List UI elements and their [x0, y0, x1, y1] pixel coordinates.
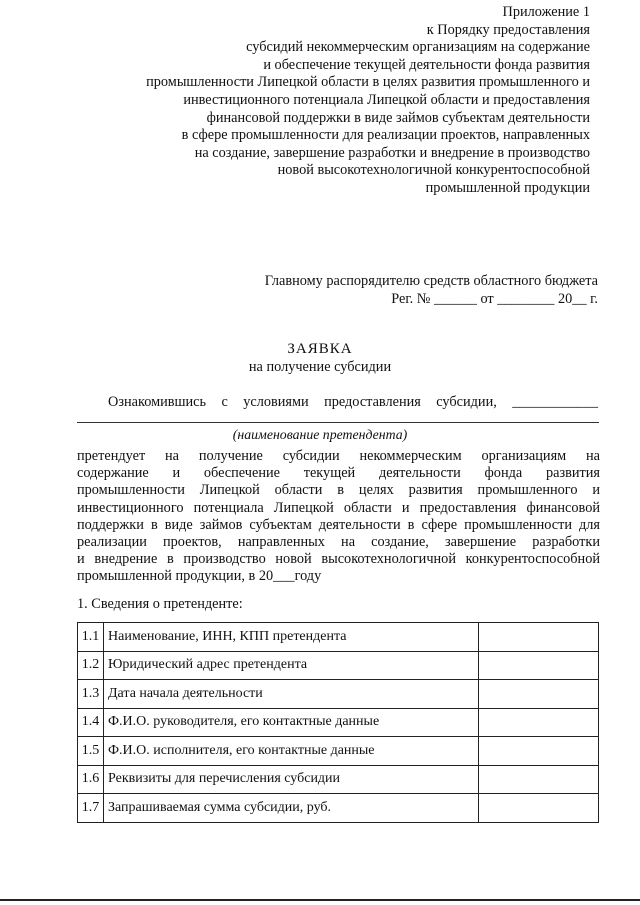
body-line: инвестиционного потенциала Липецкой области и предоставления финансовой [77, 499, 600, 516]
table-row [78, 765, 599, 794]
row-number: 1.1 [78, 623, 104, 652]
row-value-cell [479, 765, 599, 794]
table-row [78, 651, 599, 680]
header-line: субсидий некоммерческим организациям на содержание [246, 39, 590, 56]
intro-word: Ознакомившись [108, 394, 207, 410]
row-value-cell [479, 708, 599, 737]
table-row [78, 680, 599, 709]
header-line: промышленности Липецкой области в целях развития промышленного и [146, 74, 590, 91]
document-title: ЗАЯВКА [287, 341, 353, 357]
row-number: 1.2 [78, 651, 104, 680]
row-label: Наименование, ИНН, КПП претендента [104, 623, 479, 652]
body-line: реализации проектов, направленных на создание, завершение разработки [77, 533, 600, 550]
row-number: 1.5 [78, 737, 104, 766]
row-value-cell [479, 737, 599, 766]
row-number: 1.3 [78, 680, 104, 709]
body-line: претендует на получение субсидии некоммерческим организациям на [77, 448, 600, 464]
intro-line [108, 394, 598, 411]
applicant-info-table [77, 622, 599, 823]
table-row [78, 794, 599, 823]
row-value-cell [479, 794, 599, 823]
row-number: 1.6 [78, 765, 104, 794]
application-body [77, 448, 600, 586]
row-number: 1.4 [78, 708, 104, 737]
row-value-cell [479, 680, 599, 709]
registration-number: Рег. № ______ от ________ 20__ г. [391, 290, 598, 307]
row-label: Ф.И.О. исполнителя, его контактные данные [104, 737, 479, 766]
intro-word: условиями [243, 394, 309, 410]
table-row [78, 708, 599, 737]
row-label: Запрашиваемая сумма субсидии, руб. [104, 794, 479, 823]
table-row [78, 737, 599, 766]
applicant-name-blank: ____________ [512, 394, 598, 410]
header-line: инвестиционного потенциала Липецкой области и предоставления [183, 91, 590, 108]
row-label: Реквизиты для перечисления субсидии [104, 765, 479, 794]
applicant-name-underline [77, 422, 599, 423]
table-row [78, 623, 599, 652]
section-heading: 1. Сведения о претенденте: [77, 596, 243, 612]
intro-word: с [221, 394, 228, 410]
header-line: Приложение 1 [502, 4, 590, 20]
intro-word: предоставления [324, 394, 421, 410]
body-line: содержание и обеспечение текущей деятельности фонда развития [77, 465, 600, 482]
header-line: финансовой поддержки в виде займов субъектам деятельности [206, 109, 590, 126]
header-line: новой высокотехнологичной конкурентоспособной [277, 162, 590, 179]
header-line: на создание, завершение разработки и внедрение в производство [194, 144, 590, 161]
header-line: и обеспечение текущей деятельности фонда развития [263, 56, 590, 73]
recipient-block [178, 273, 598, 308]
appendix-header [90, 4, 590, 198]
recipient-line: Главному распорядителю средств областного бюджета [264, 273, 598, 289]
intro-word: субсидии, [436, 394, 497, 410]
row-number: 1.7 [78, 794, 104, 823]
row-label: Дата начала деятельности [104, 680, 479, 709]
header-line: в сфере промышленности для реализации проектов, направленных [181, 127, 590, 144]
row-label: Юридический адрес претендента [104, 651, 479, 680]
header-line: к Порядку предоставления [426, 21, 590, 38]
row-label: Ф.И.О. руководителя, его контактные данные [104, 708, 479, 737]
body-line: промышленности Липецкой области в целях развития промышленного и [77, 482, 600, 499]
page-bottom-border [0, 899, 640, 901]
body-line: поддержки в виде займов субъектам деятельности в сфере промышленности для [77, 516, 600, 533]
body-line: промышленной продукции, в 20___году [77, 568, 322, 585]
body-line: и внедрение в производство новой высокотехнологичной конкурентоспособной [77, 551, 600, 568]
header-line: промышленной продукции [425, 179, 590, 196]
applicant-name-caption: (наименование претендента) [232, 427, 408, 442]
document-subtitle: на получение субсидии [248, 359, 392, 375]
row-value-cell [479, 623, 599, 652]
row-value-cell [479, 651, 599, 680]
